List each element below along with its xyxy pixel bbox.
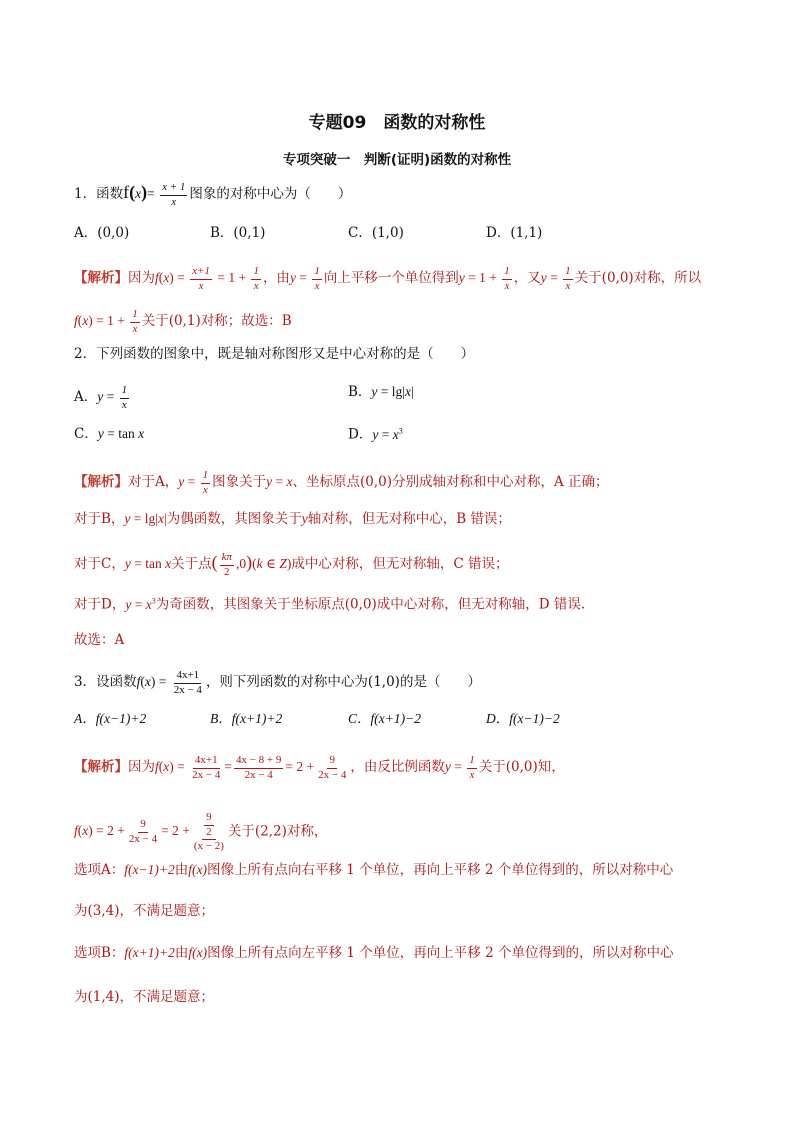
q1-analysis-text: ，又 [513,270,541,287]
q1-analysis-line1: 【解析】因为f(x) = $\frac{x+1}{x}$ = 1 + $\frac{1}{x}$ ，由y = $\frac{1}{x}$ 向上平移一个单位得到y = 1 + $\frac{1}{x}$ ，又y = $\frac{1}{x}$ 关于(0,0)对称，所以 [74,265,702,292]
q3-analysis-formula: f(x) [188,945,208,960]
q3-stem-suffix: ，则下列函数的对称中心为(1,0)的是（ ） [205,674,481,691]
q1-option-a: A．(0,0) [74,225,130,241]
q1-analysis-text: ，由 [262,270,290,287]
q3-analysis-formula: f(x+1)+2 [124,945,175,960]
section-subtitle: 专项突破一 判断(证明)函数的对称性 [282,152,512,168]
page-title: 专题09 函数的对称性 [308,113,486,133]
q3-analysis-text: 选项A： [74,862,125,878]
q2-stem: 2．下列函数的图象中，既是轴对称图形又是中心对称的是（ ） [74,346,475,362]
q2-option-a: A．y = $\frac{1}{x}$ [74,384,128,411]
q2-analysis-line4: 对于D，$y = x^3$为奇函数，其图象关于坐标原点(0,0)成中心对称，但无对称轴，D 错误. [74,596,586,613]
q1-analysis-answer: 关于(0,1)对称；故选：B [141,313,292,330]
q1-analysis-text: 向上平移一个单位得到 [323,270,459,287]
q3-analysis-formula: f(x) [188,862,207,877]
q3-option-a: A．f(x−1)+2 [74,711,147,726]
q1-func: f(x)= $\frac{x + 1}{x}$ [123,181,186,208]
q1-option-d: D．(1,1) [486,225,543,241]
q3-optA-line1 [74,863,673,878]
q3-analysis-text: 由 [174,862,189,878]
q2-analysis-text: 成中心对称，但无对称轴，C 错误； [291,556,509,573]
q2-analysis-text: 关于点 [171,556,212,573]
q1-stem [74,182,351,208]
q1-analysis-tag: 【解析】 [74,270,128,287]
q1-option-b: B．(0,1) [210,225,266,241]
q3-stem: 3．设函数f(x) = $\frac{4x+1}{2x - 4}$ ，则下列函数的对称中心为(1,0)的是（ ） [74,669,481,696]
q2-analysis-text: 轴对称，但无对称中心，B 错误； [307,511,511,527]
q1-analysis-text: 关于(0,0)对称，所以 [574,270,702,287]
q3-analysis-text: 图像上所有点向右平移 1 个单位，再向上平移 2 个单位得到的，所以对称中心 [206,862,674,878]
q2-analysis-text: 为偶函数，其图象关于 [166,511,302,527]
q3-optA-line2: 为(3,4)，不满足题意； [74,903,215,919]
q2-analysis-line1: 【解析】对于A，y = $\frac{1}{x}$ 图象关于y = x、坐标原点(0,0)分别成轴对称和中心对称，A 正确； [74,469,609,496]
q3-stem-prefix: 3．设函数 [74,674,137,691]
q2-analysis-text: 对于A， [128,474,179,491]
q2-option-d: D．$y = x^3$ [348,426,403,443]
q3-analysis-text: 选项B： [74,945,125,961]
q3-analysis-formula: f(x−1)+2 [124,862,175,877]
q3-analysis-text: ，由反比例函数 [350,759,445,776]
q2-analysis-text: 对于C， [74,556,125,573]
q1-stem-prefix: 1．函数 [74,186,124,203]
q1-option-c: C．(1,0) [348,225,404,241]
q3-option-d: D．f(x−1)−2 [486,711,560,726]
q2-option-b-label: B． [348,384,372,400]
q2-option-a-label: A． [74,389,98,406]
q1-fraction: $\frac{x + 1}{x}$ [162,181,186,208]
q1-stem-suffix: 图象的对称中心为（ ） [189,186,352,203]
q3-optB-line1 [74,946,673,961]
q2-analysis-line3: 对于C，y = tan x关于点( $\frac{k\pi}{2}$ ,0)(k ∈ Z)成中心对称，但无对称轴，C 错误； [74,551,509,578]
q3-option-c: C．f(x+1)−2 [348,711,421,726]
q2-analysis-text: 图象关于 [212,474,267,491]
q2-analysis-text: 对于D， [74,596,126,613]
q3-analysis-line1: 【解析】因为f(x) = $\frac{4x+1}{2x - 4}$ = $\frac{4x - 8 + 9}{2x - 4}$ = 2 + $\frac{9}{2x - 4}$ ，由反比例函数y = $\frac{1}{x}$ 关于(0,0)知， [74,754,565,781]
q2-option-d-label: D． [348,426,373,443]
q3-option-b: B．f(x+1)+2 [210,711,283,726]
q2-analysis-line2: 对于B，y = lg|x|为偶函数，其图象关于y轴对称，但无对称中心，B 错误； [74,511,511,527]
q1-analysis-line2: f(x) = 1 + $\frac{1}{x}$ 关于(0,1)对称；故选：B [74,308,292,335]
q2-analysis-text: 、坐标原点(0,0)分别成轴对称和中心对称，A 正确； [292,474,609,491]
q2-option-b: B．y = lg|x| [348,384,414,400]
q1-analysis-text: 因为 [128,270,155,287]
q3-analysis-line2: f(x) = 2 + $\frac{9}{2x - 4}$ = 2 + $\frac{\frac{9}{2}}{(x - 2)}$ 关于(2,2)对称， [74,811,328,853]
q2-option-c-label: C． [74,426,98,442]
q2-option-c: C．y = tan x [74,426,145,442]
q3-analysis-text: 由 [174,945,189,961]
q3-analysis-text: 关于(0,0)知， [478,759,565,776]
q3-analysis-text: 关于(2,2)对称， [227,823,328,840]
q3-analysis-tag: 【解析】 [74,759,128,776]
q3-optB-line2: 为(1,4)，不满足题意； [74,989,215,1005]
q2-analysis-text: 对于B， [74,511,125,527]
q2-answer: 故选：A [74,632,125,648]
q3-analysis-text: 图像上所有点向左平移 1 个单位，再向上平移 2 个单位得到的，所以对称中心 [207,945,674,961]
q2-analysis-tag: 【解析】 [74,474,128,491]
q3-analysis-text: 因为 [128,759,155,776]
q2-analysis-text: 为奇函数，其图象关于坐标原点(0,0)成中心对称，但无对称轴，D 错误. [155,596,586,613]
